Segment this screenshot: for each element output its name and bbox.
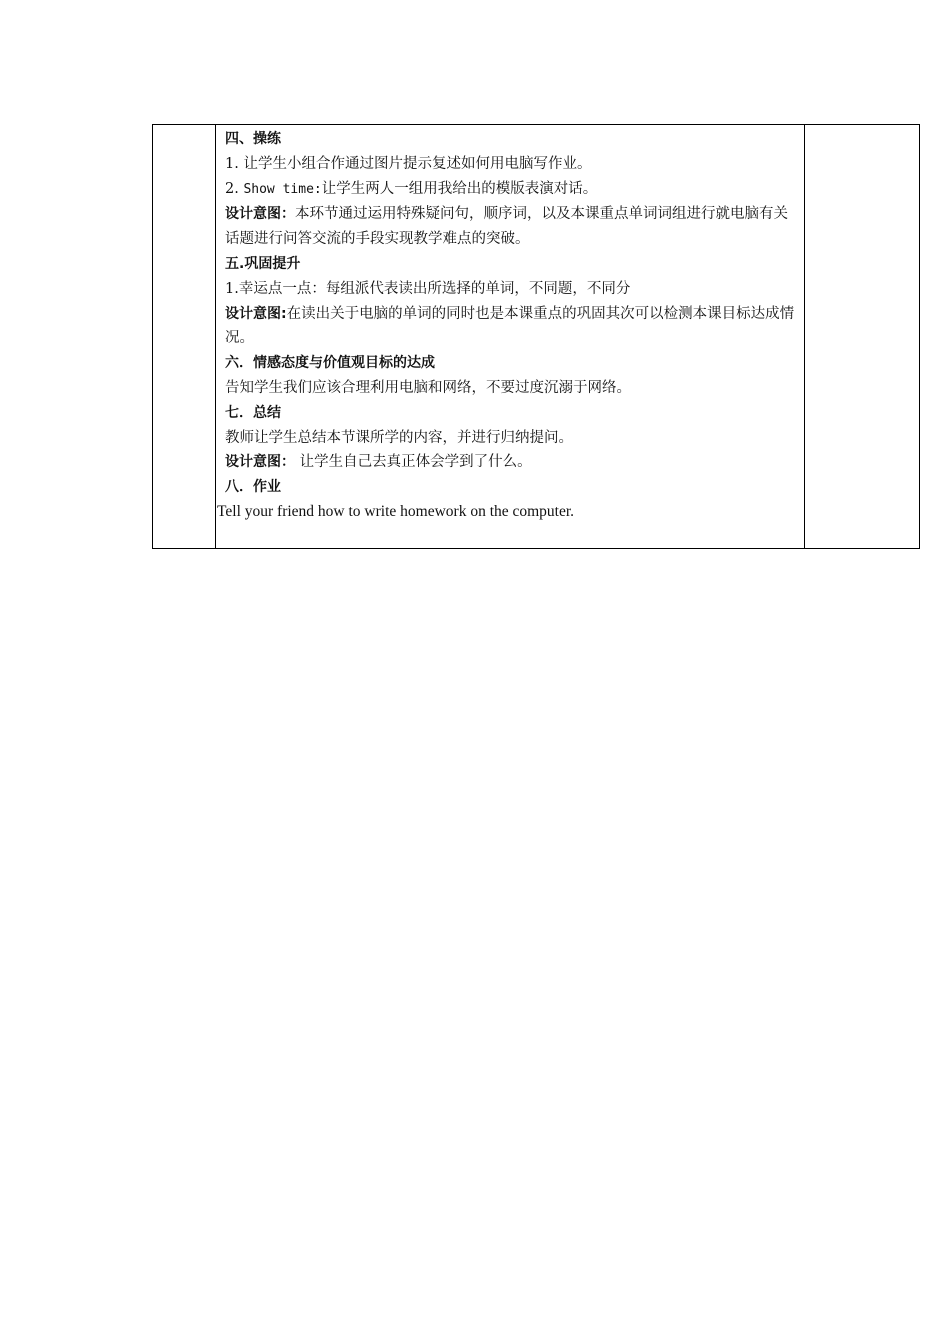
section-4-item-1: 1. 让学生小组合作通过图片提示复述如何用电脑写作业。 — [225, 155, 592, 172]
section-5-design-intent: 设计意图:在读出关于电脑的单词的同时也是本课重点的巩固其次可以检测本课目标达成情况。 — [225, 305, 795, 347]
section-5-item-1: 1.幸运点一点：每组派代表读出所选择的单词，不同题，不同分 — [225, 280, 631, 297]
section-4-item-2: 2. Show time:让学生两人一组用我给出的模版表演对话。 — [225, 180, 598, 197]
section-8-text: Tell your friend how to write homework on the computer. — [217, 502, 575, 520]
lesson-plan-table — [152, 124, 920, 549]
section-6-text: 告知学生我们应该合理利用电脑和网络，不要过度沉溺于网络。 — [225, 379, 631, 396]
section-7-text: 教师让学生总结本节课所学的内容，并进行归纳提问。 — [225, 429, 573, 446]
section-5-heading: 五.巩固提升 — [225, 255, 301, 272]
section-4-design-intent: 设计意图：本环节通过运用特殊疑问句，顺序词，以及本课重点单词词组进行就电脑有关话题进行问答交流的手段实现教学难点的突破。 — [225, 206, 788, 248]
section-4-heading: 四、操练 — [225, 131, 281, 147]
right-column-cell — [805, 125, 919, 548]
section-7-design-intent: 设计意图： 让学生自己去真正体会学到了什么。 — [225, 454, 532, 471]
section-7-heading: 七．总结 — [225, 404, 281, 421]
section-8-heading: 八．作业 — [225, 479, 281, 496]
section-6-heading: 六．情感态度与价值观目标的达成 — [225, 355, 435, 372]
content-cell — [216, 125, 805, 548]
